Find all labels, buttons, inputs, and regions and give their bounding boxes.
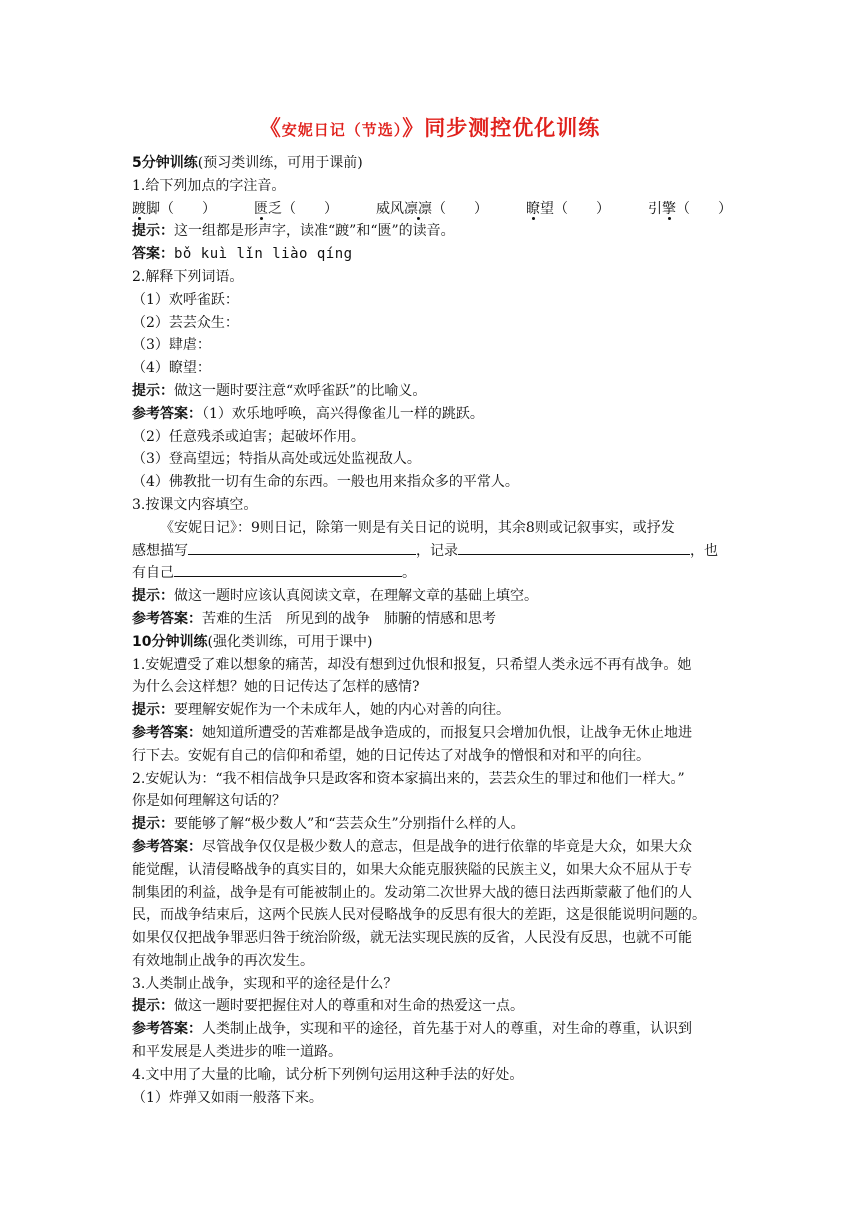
word-item: 踱脚（ ） <box>132 200 216 217</box>
hint: 提示：做这一题时要把握住对人的尊重和对生命的热爱这一点。 <box>132 998 524 1015</box>
fill-paragraph: 感想描写 ，记录 ，也 <box>132 540 732 563</box>
answer-line: 制集团的利益，战争是有可能被制止的。发动第二次世界大战的德日法西斯蒙蔽了他们的人 <box>132 884 692 901</box>
answer-line: 能觉醒，认清侵略战争的真实目的，如果大众能克服狭隘的民族主义，如果大众不屈从于专 <box>132 861 692 878</box>
question-line: 3.人类制止战争，实现和平的途径是什么？ <box>132 975 398 992</box>
answer-line: 民，而战争结束后，这两个民族人民对侵略战争的反思有很大的差距，这是很能说明问题的。 <box>132 907 706 924</box>
fill-paragraph: 《安妮日记》：9则日记，除第一则是有关日记的说明，其余8则或记叙事实，或抒发 <box>160 519 675 536</box>
title-bracket-open: 《 <box>259 116 282 140</box>
answer: 答案：bǒ kuì lǐn liào qíng <box>132 246 353 263</box>
hint: 提示：要理解安妮作为一个未成年人，她的内心对善的向往。 <box>132 702 510 719</box>
hint: 提示：要能够了解“极少数人”和“芸芸众生”分别指什么样的人。 <box>132 816 525 833</box>
answer-line: （2）任意残杀或迫害；起破坏作用。 <box>132 428 365 445</box>
answer: 参考答案：（1）欢乐地呼唤，高兴得像雀儿一样的跳跃。 <box>132 405 484 422</box>
fill-blank-3[interactable] <box>174 562 402 577</box>
list-item: （2）芸芸众生： <box>132 314 239 331</box>
page-title <box>0 112 860 142</box>
word-item: 瞭望（ ） <box>526 200 610 217</box>
question-line: 1.安妮遭受了难以想象的痛苦，却没有想到过仇恨和报复，只希望人类永远不再有战争。她 <box>132 656 692 673</box>
title-bracket-close: 》 <box>402 116 425 140</box>
word-item: 威风凛凛（ ） <box>376 200 488 217</box>
list-item: （1）欢呼雀跃： <box>132 291 239 308</box>
question-1: 1.给下列加点的字注音。 <box>132 177 286 194</box>
word-item: 引擎（ ） <box>648 200 732 217</box>
question-line: 4.文中用了大量的比喻，试分析下列例句运用这种手法的好处。 <box>132 1066 524 1083</box>
title-work-name: 安妮日记（节选） <box>281 121 403 139</box>
answer-line: （4）佛教批一切有生命的东西。一般也用来指众多的平常人。 <box>132 474 519 491</box>
hint: 提示：做这一题时要注意“欢呼雀跃”的比喻义。 <box>132 382 427 399</box>
list-item: （4）瞭望： <box>132 360 211 377</box>
document-body <box>132 152 732 1109</box>
word-item: 匮乏（ ） <box>254 200 338 217</box>
hint: 提示：做这一题时应该认真阅读文章，在理解文章的基础上填空。 <box>132 588 538 605</box>
question-line: 你是如何理解这句话的？ <box>132 793 286 810</box>
hint: 提示：这一组都是形声字，读准“踱”和“匮”的读音。 <box>132 223 455 240</box>
answer: 参考答案：人类制止战争，实现和平的途径，首先基于对人的尊重，对生命的尊重，认识到 <box>132 1021 692 1038</box>
answer-line: 和平发展是人类进步的唯一道路。 <box>132 1044 342 1061</box>
answer-line: 如果仅仅把战争罪恶归咎于统治阶级，就无法实现民族的反省，人民没有反思，也就不可能 <box>132 930 692 947</box>
answer: 参考答案：她知道所遭受的苦难都是战争造成的，而报复只会增加仇恨，让战争无休止地进 <box>132 724 692 741</box>
list-item: （3）肆虐： <box>132 337 211 354</box>
title-rest: 同步测控优化训练 <box>424 116 601 140</box>
fill-blank-1[interactable] <box>188 540 416 555</box>
answer: 参考答案：苦难的生活 所见到的战争 肺腑的情感和思考 <box>132 610 496 627</box>
answer: 参考答案：尽管战争仅仅是极少数人的意志，但是战争的进行依靠的毕竟是大众，如果大众 <box>132 838 692 855</box>
question-line: 2.安妮认为：“我不相信战争只是政客和资本家搞出来的，芸芸众生的罪过和他们一样大。” <box>132 770 685 787</box>
section-heading-10min: 10分钟训练(强化类训练，可用于课中) <box>132 633 373 650</box>
section-heading-5min: 5分钟训练(预习类训练，可用于课前) <box>132 155 363 171</box>
question-2: 2.解释下列词语。 <box>132 268 244 285</box>
fill-paragraph: 有自己 。 <box>132 562 732 585</box>
question-3: 3.按课文内容填空。 <box>132 496 258 513</box>
pinyin-word-list <box>132 198 732 221</box>
question-line: 为什么会这样想？她的日记传达了怎样的感情? <box>132 679 420 696</box>
answer-line: 有效地制止战争的再次发生。 <box>132 952 314 969</box>
answer-line: 行下去。安妮有自己的信仰和希望，她的日记传达了对战争的憎恨和对和平的向往。 <box>132 747 650 764</box>
answer-line: （3）登高望远；特指从高处或远处监视敌人。 <box>132 451 421 468</box>
fill-blank-2[interactable] <box>458 540 690 555</box>
list-item: （1）炸弹又如雨一般落下来。 <box>132 1089 323 1106</box>
